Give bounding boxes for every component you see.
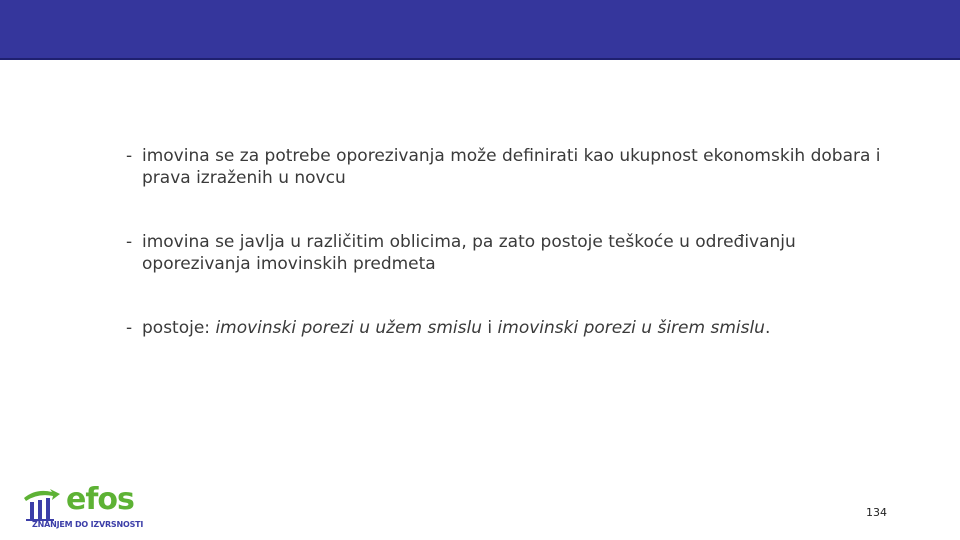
- bullet-text: [142, 317, 906, 339]
- header-bar: [0, 0, 960, 60]
- bullet-item: [126, 145, 906, 189]
- bullet-item: [126, 317, 906, 339]
- bullet-text-mid: i: [482, 318, 498, 338]
- bullet-dash: -: [126, 318, 133, 338]
- bullet-text-end: .: [764, 318, 771, 338]
- bullet-dash: -: [126, 146, 133, 166]
- logo-tagline: ZNANJEM DO IZVRSNOSTI: [32, 520, 144, 529]
- bullet-text-plain: postoje:: [142, 318, 216, 338]
- bullet-list: [126, 145, 906, 381]
- bullet-text: imovina se javlja u različitim oblicima, pa zato postoje teškoće u određivanju oporezivanja imovinskih predmeta: [142, 232, 796, 274]
- page-number: 134: [866, 506, 887, 519]
- logo-text: efos: [66, 482, 134, 517]
- bullet-item: [126, 231, 906, 275]
- bullet-text-italic: imovinski porezi u širem smislu: [497, 318, 765, 338]
- bullet-text: imovina se za potrebe oporezivanja može definirati kao ukupnost ekonomskih dobara i prava izraženih u novcu: [142, 146, 881, 188]
- efos-logo: [22, 482, 144, 532]
- bullet-dash: -: [126, 232, 133, 252]
- bullet-text-italic: imovinski porezi u užem smislu: [215, 318, 482, 338]
- logo-bars-icon: [22, 488, 68, 522]
